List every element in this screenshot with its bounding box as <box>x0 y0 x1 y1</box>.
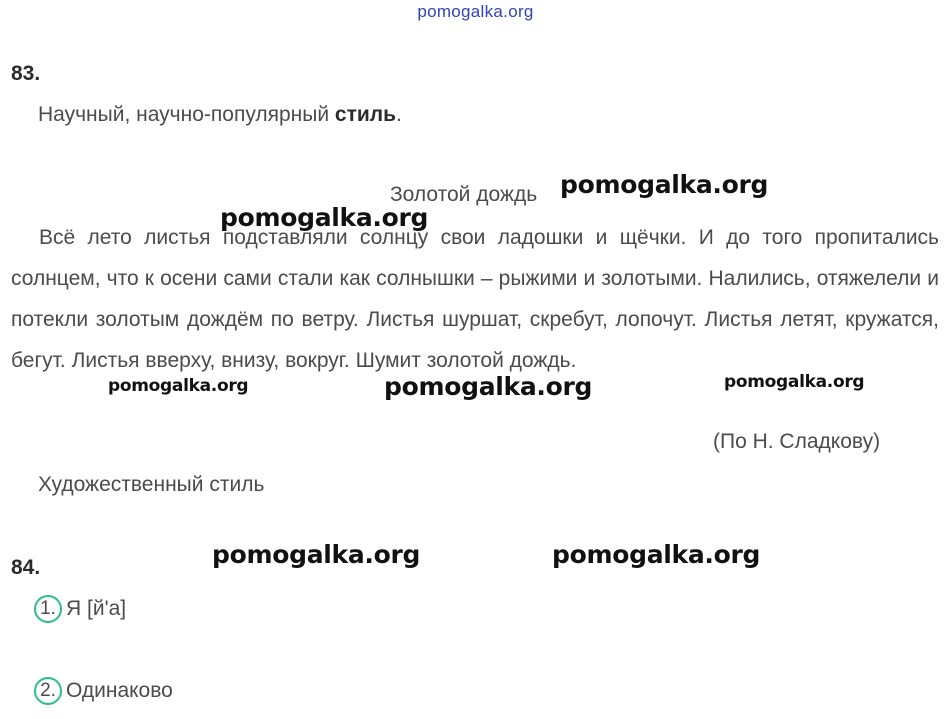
task-number-84: 84. <box>11 556 41 579</box>
story-paragraph: Всё лето листья подставляли солнцу свои ладошки и щёчки. И до того пропитались солнцем, что к осени сами стали как солнышки – рыжими и золотыми. Налились, отяжелели и потекли золотым дождём по ветру. Листья шуршат, скребут, лопочут. Листья летят, кружатся, бегут. Листья вверху, внизу, вокруг. Шумит золотой дождь. <box>11 226 939 372</box>
task83-answer-bold: стиль <box>334 103 397 126</box>
watermark: pomogalka.org <box>384 372 593 401</box>
watermark: pomogalka.org <box>560 170 769 199</box>
watermark: pomogalka.org <box>724 372 865 392</box>
task83-answer-suffix: . <box>396 103 402 126</box>
story-citation: (По Н. Сладкову) <box>713 430 881 453</box>
watermark: pomogalka.org <box>552 540 761 569</box>
site-header-link[interactable]: pomogalka.org <box>417 2 534 21</box>
task-number-83: 83. <box>11 62 41 85</box>
answer-text: Одинаково <box>66 679 173 702</box>
watermark: pomogalka.org <box>220 203 429 232</box>
story-title: Золотой дождь <box>390 183 538 206</box>
answer-number-circle: 1. <box>34 595 62 623</box>
answer-item-2 <box>34 677 173 705</box>
answer-number-circle: 2. <box>34 677 62 705</box>
task83-answer-prefix: Научный, научно-популярный <box>38 103 335 126</box>
answer-item-1 <box>34 595 126 623</box>
style-answer: Художественный стиль <box>38 473 265 496</box>
task83-answer <box>38 94 402 135</box>
watermark: pomogalka.org <box>108 376 249 396</box>
story-text-block <box>11 217 939 381</box>
watermark: pomogalka.org <box>212 540 421 569</box>
answer-text: Я [й'а] <box>66 597 127 620</box>
